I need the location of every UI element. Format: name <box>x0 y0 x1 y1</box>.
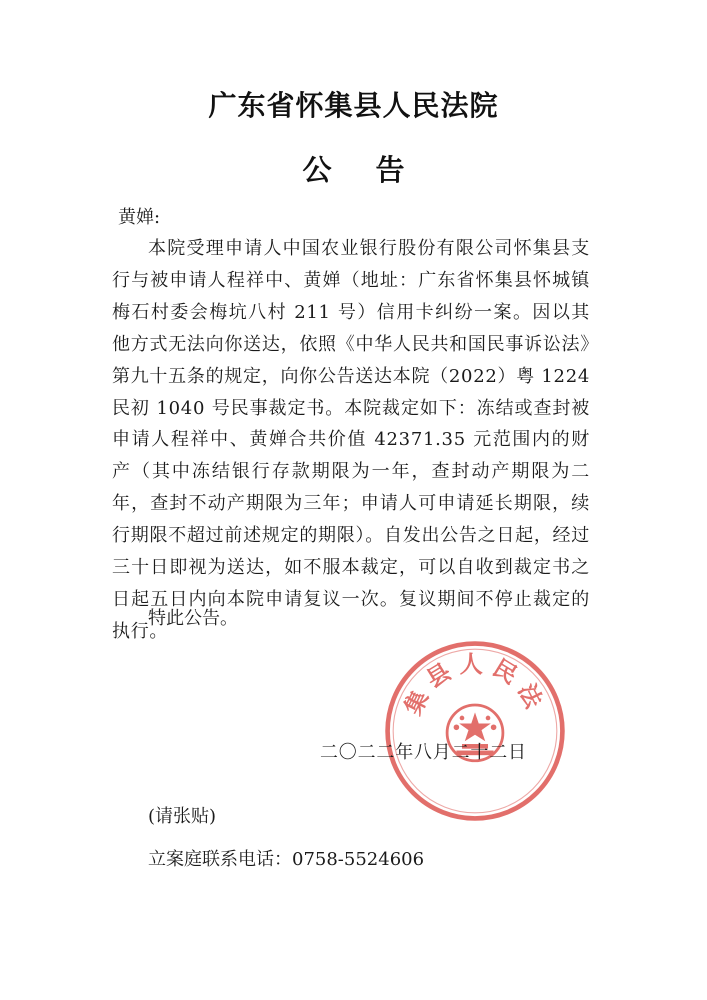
closing-line: 特此公告。 <box>148 608 238 629</box>
seal-text: 集县人民法 <box>399 651 551 720</box>
contact-phone-line: 立案庭联系电话：0758-5524606 <box>148 849 425 870</box>
court-name-heading: 广东省怀集县人民法院 <box>208 89 499 122</box>
posting-note: (请张贴) <box>148 806 217 827</box>
document-type-heading: 公告 <box>302 153 449 187</box>
addressee-line: 黄婵: <box>118 207 161 228</box>
issue-date: 二〇二二年八月二十二日 <box>320 742 527 763</box>
notice-body-paragraph: 本院受理申请人中国农业银行股份有限公司怀集县支行与被申请人程祥中、黄婵（地址：广东省怀集县怀城镇梅石村委会梅坑八村 211 号）信用卡纠纷一案。因以其他方式无法向你送达，依照《中华人民共和国民事诉讼法》第九十五条的规定，向你公告送达本院（2022）粤 1224 民初 1040 号民事裁定书。本院裁定如下：冻结或查封被申请人程祥中、黄婵合共价值 42371.35 元范围内的财产（其中冻结银行存款期限为一年，查封动产期限为二年，查封不动产期限为三年；申请人可申请延长期限，续行期限不超过前述规定的期限）。自发出公告之日起，经过三十日即视为送达，如不服本裁定，可以自收到裁定书之日起五日内向本院申请复议一次。复议期间不停止裁定的执行。 <box>112 238 590 642</box>
court-seal-stamp <box>382 638 568 824</box>
